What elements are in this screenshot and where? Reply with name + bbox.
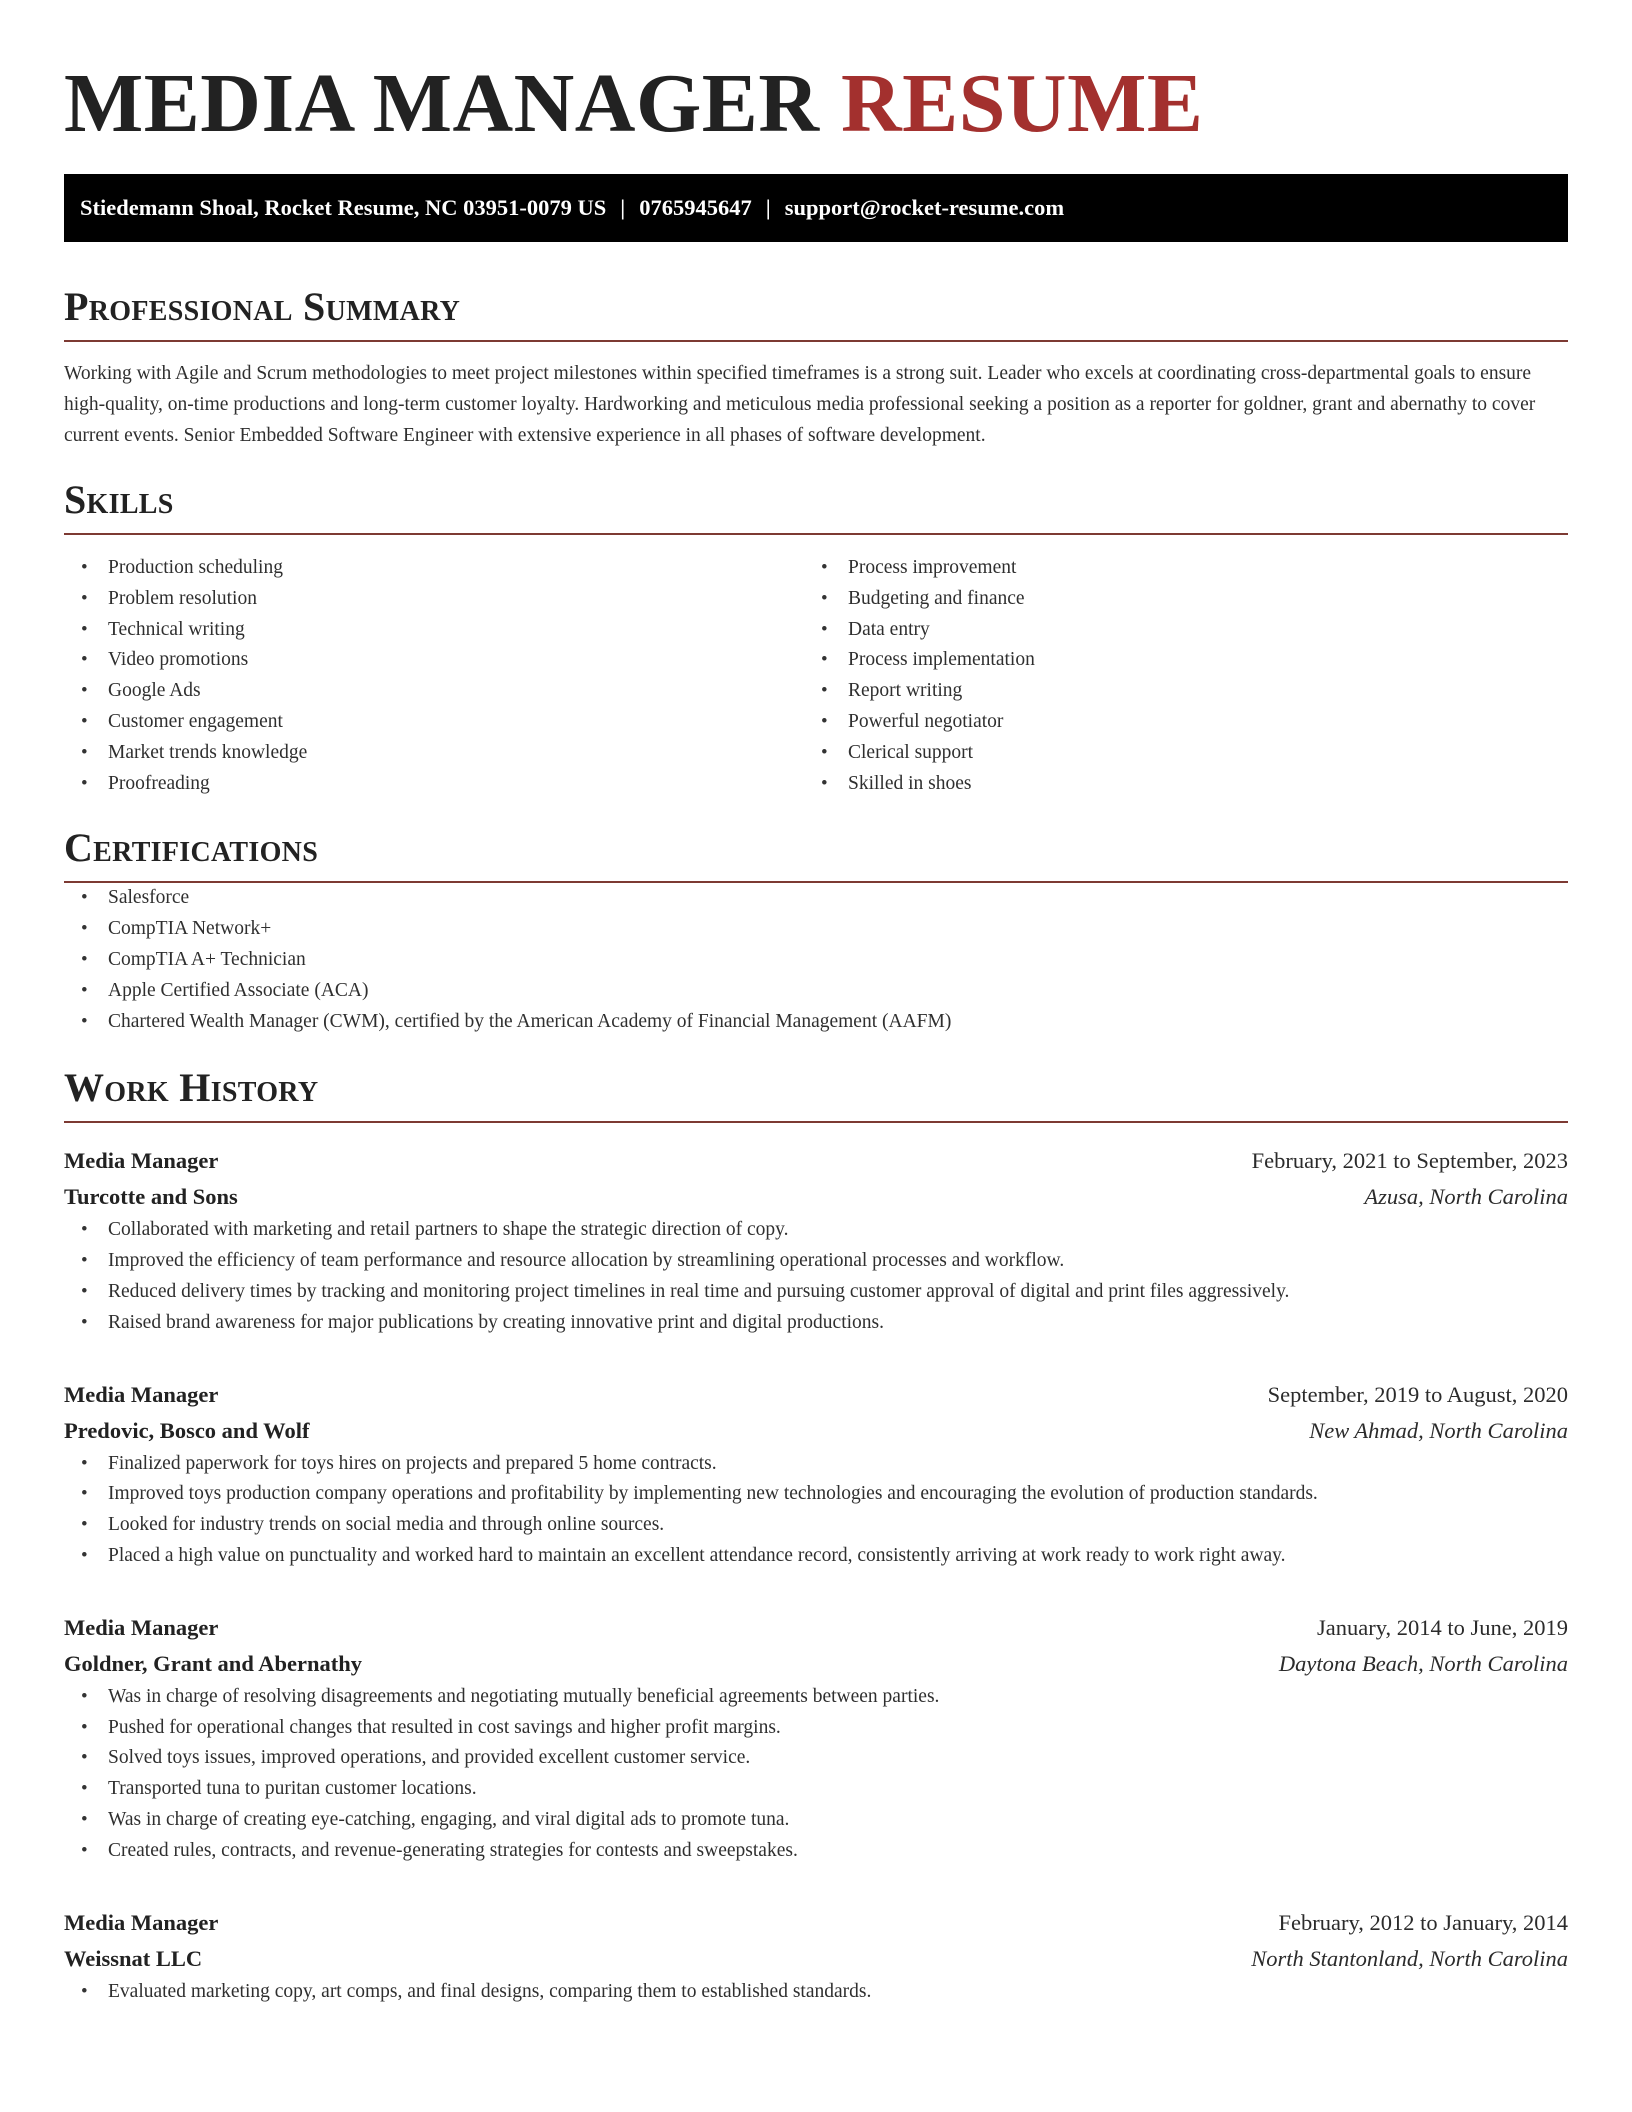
job-company-row [64,1646,1568,1682]
skill-item: • Customer engagement [64,707,804,738]
job-duty: • Evaluated marketing copy, art comps, and final designs, comparing them to established standards. [64,1977,1568,2008]
skill-item: • Powerful negotiator [804,707,1544,738]
contact-separator: | [620,195,626,220]
work-history-section [64,1063,1568,2007]
job-duty: • Raised brand awareness for major publications by creating innovative print and digital productions. [64,1308,1568,1339]
certification-item: • Apple Certified Associate (ACA) [64,976,1568,1007]
contact-bar [64,174,1568,242]
job-title: Media Manager [64,1614,219,1640]
title-main: MEDIA MANAGER [64,57,820,150]
job-header-row [64,1610,1568,1646]
job-duty: • Placed a high value on punctuality and worked hard to maintain an excellent attendance record, consistently arriving at work ready to work right away. [64,1541,1568,1572]
skill-item: • Technical writing [64,615,804,646]
skills-grid [64,553,1568,799]
job-duty: • Collaborated with marketing and retail partners to shape the strategic direction of copy. [64,1215,1568,1246]
job-company: Goldner, Grant and Abernathy [64,1650,362,1676]
job-duty: • Solved toys issues, improved operations, and provided excellent customer service. [64,1743,1568,1774]
certifications-section [64,823,1568,1037]
skill-item: • Video promotions [64,645,804,676]
title-accent: RESUME [841,57,1204,150]
job-header-row [64,1905,1568,1941]
work-history-heading: Work History [64,1063,1568,1123]
skill-item: • Production scheduling [64,553,804,584]
skill-item: • Google Ads [64,676,804,707]
job-company: Weissnat LLC [64,1945,203,1971]
job-duty: • Improved toys production company operations and profitability by implementing new technologies and encouraging the evolution of production standards. [64,1479,1568,1510]
summary-section [64,282,1568,451]
job-duty: • Finalized paperwork for toys hires on projects and prepared 5 home contracts. [64,1449,1568,1480]
job-dates: February, 2021 to September, 2023 [1251,1148,1568,1174]
skill-item: • Budgeting and finance [804,584,1544,615]
skill-item: • Process improvement [804,553,1544,584]
job-duty: • Was in charge of resolving disagreements and negotiating mutually beneficial agreements between parties. [64,1682,1568,1713]
job-header-row [64,1143,1568,1179]
job-company-row [64,1179,1568,1215]
contact-phone: 0765945647 [639,195,752,220]
job-dates: February, 2012 to January, 2014 [1278,1909,1568,1935]
job-duty: • Reduced delivery times by tracking and monitoring project timelines in real time and pursuing customer approval of digital and print files aggressively. [64,1277,1568,1308]
skill-item: • Clerical support [804,738,1544,769]
job-company-row [64,1413,1568,1449]
skill-item: • Data entry [804,615,1544,646]
job-header-row [64,1377,1568,1413]
job-duty: • Created rules, contracts, and revenue-generating strategies for contests and sweepstakes. [64,1836,1568,1867]
skills-list-right [804,553,1544,799]
skill-item: • Process implementation [804,645,1544,676]
job-dates: September, 2019 to August, 2020 [1267,1381,1568,1407]
contact-separator: | [765,195,771,220]
job-entry [64,1610,1568,1867]
skill-item: • Skilled in shoes [804,769,1544,800]
contact-address: Stiedemann Shoal, Rocket Resume, NC 03951-0079 US [80,195,607,220]
job-entry [64,1143,1568,1338]
job-company: Turcotte and Sons [64,1184,238,1210]
skill-item: • Market trends knowledge [64,738,804,769]
job-entry [64,1377,1568,1572]
job-entry [64,1905,1568,2008]
job-location: Daytona Beach, North Carolina [1278,1650,1568,1676]
job-company-row [64,1941,1568,1977]
job-title: Media Manager [64,1381,219,1407]
certification-item: • Chartered Wealth Manager (CWM), certified by the American Academy of Financial Management (AAFM) [64,1007,1568,1038]
skill-item: • Proofreading [64,769,804,800]
certifications-list [64,883,1568,1037]
contact-email: support@rocket-resume.com [784,195,1065,220]
job-location: North Stantonland, North Carolina [1251,1945,1568,1971]
job-duties-list [64,1215,1568,1338]
job-duty: • Transported tuna to puritan customer locations. [64,1774,1568,1805]
job-duty: • Pushed for operational changes that resulted in cost savings and higher profit margins. [64,1713,1568,1744]
job-location: Azusa, North Carolina [1364,1184,1568,1210]
job-title: Media Manager [64,1148,219,1174]
certification-item: • CompTIA Network+ [64,914,1568,945]
job-duty: • Was in charge of creating eye-catching, engaging, and viral digital ads to promote tuna. [64,1805,1568,1836]
skill-item: • Problem resolution [64,584,804,615]
job-duty: • Improved the efficiency of team performance and resource allocation by streamlining operational processes and workflow. [64,1246,1568,1277]
summary-heading: Professional Summary [64,282,1568,342]
job-duties-list [64,1682,1568,1867]
summary-text: Working with Agile and Scrum methodologies to meet project milestones within specified timeframes is a strong suit. Leader who excels at coordinating cross-departmental goals to ensure high-quality, on-time productions and long-term customer loyalty. Hardworking and meticulous media professional seeking a position as a reporter for goldner, grant and abernathy to cover current events. Senior Embedded Software Engineer with extensive experience in all phases of software development. [64,363,1536,446]
job-duty: • Looked for industry trends on social media and through online sources. [64,1510,1568,1541]
skills-heading: Skills [64,475,1568,535]
certifications-heading: Certifications [64,823,1568,883]
job-location: New Ahmad, North Carolina [1309,1417,1568,1443]
job-duties-list [64,1977,1568,2008]
skills-list-left [64,553,804,799]
certification-item: • Salesforce [64,883,1568,914]
certification-item: • CompTIA A+ Technician [64,945,1568,976]
page-title [64,0,1568,150]
job-duties-list [64,1449,1568,1572]
job-title: Media Manager [64,1909,219,1935]
job-dates: January, 2014 to June, 2019 [1316,1614,1568,1640]
resume-page [64,0,1568,2007]
job-company: Predovic, Bosco and Wolf [64,1417,310,1443]
skills-section [64,475,1568,799]
skill-item: • Report writing [804,676,1544,707]
